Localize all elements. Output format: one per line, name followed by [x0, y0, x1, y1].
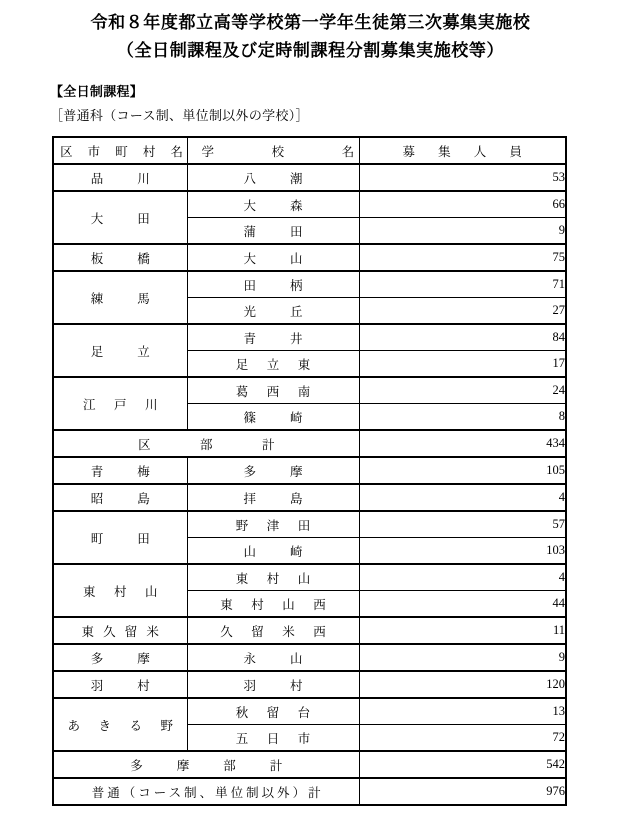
cell-school-name: 葛 西 南	[187, 377, 359, 404]
table-row	[53, 457, 566, 484]
cell-school-name: 足 立 東	[187, 351, 359, 378]
section-heading-zennichisei: 【全日制課程】	[50, 84, 144, 99]
cell-school-name: 八 潮	[187, 164, 359, 191]
cell-municipality: 品 川	[53, 164, 187, 191]
cell-school-name: 羽 村	[187, 671, 359, 698]
cell-municipality: 羽 村	[53, 671, 187, 698]
cell-municipality: 大 田	[53, 191, 187, 244]
cell-municipality: あ き る 野	[53, 698, 187, 751]
cell-recruitment-count: 57	[359, 511, 566, 538]
cell-recruitment-count: 27	[359, 298, 566, 325]
cell-recruitment-count: 24	[359, 377, 566, 404]
cell-municipality: 練 馬	[53, 271, 187, 324]
cell-school-name: 光 丘	[187, 298, 359, 325]
table-row	[53, 671, 566, 698]
cell-recruitment-count: 72	[359, 725, 566, 752]
table-row	[53, 511, 566, 538]
table-row	[53, 324, 566, 351]
cell-school-name: 秋 留 台	[187, 698, 359, 725]
cell-recruitment-count: 75	[359, 244, 566, 271]
cell-school-name: 東 村 山 西	[187, 591, 359, 618]
recruitment-table	[52, 136, 567, 806]
cell-municipality: 多 摩	[53, 644, 187, 671]
cell-recruitment-count: 66	[359, 191, 566, 218]
cell-recruitment-count: 11	[359, 617, 566, 644]
cell-recruitment-count: 13	[359, 698, 566, 725]
table-row	[53, 271, 566, 298]
column-header-school: 学 校 名	[187, 137, 359, 164]
cell-school-name: 久 留 米 西	[187, 617, 359, 644]
document-title	[0, 0, 621, 65]
cell-recruitment-count: 4	[359, 484, 566, 511]
cell-recruitment-count: 4	[359, 564, 566, 591]
cell-school-name: 大 森	[187, 191, 359, 218]
cell-municipality: 昭 島	[53, 484, 187, 511]
cell-school-name: 野 津 田	[187, 511, 359, 538]
cell-school-name: 青 井	[187, 324, 359, 351]
table-header-row	[53, 137, 566, 164]
table-container	[0, 136, 621, 806]
cell-municipality: 東 久 留 米	[53, 617, 187, 644]
grand-total-row-label: 普通（コース制、単位制以外）計	[53, 778, 359, 805]
cell-recruitment-count: 71	[359, 271, 566, 298]
ku-subtotal-row-label: 区 部 計	[53, 430, 359, 457]
cell-recruitment-count: 105	[359, 457, 566, 484]
grand-total-row	[53, 778, 566, 805]
table-caption: ［普通科（コース制、単位制以外の学校）］	[50, 108, 309, 123]
cell-school-name: 拝 島	[187, 484, 359, 511]
tama-subtotal-row-count: 542	[359, 751, 566, 778]
cell-municipality: 足 立	[53, 324, 187, 377]
cell-recruitment-count: 120	[359, 671, 566, 698]
table-row	[53, 617, 566, 644]
tama-subtotal-row	[53, 751, 566, 778]
cell-recruitment-count: 17	[359, 351, 566, 378]
ku-subtotal-row-count: 434	[359, 430, 566, 457]
cell-school-name: 大 山	[187, 244, 359, 271]
cell-school-name: 五 日 市	[187, 725, 359, 752]
cell-recruitment-count: 9	[359, 218, 566, 245]
cell-municipality: 東 村 山	[53, 564, 187, 617]
cell-recruitment-count: 103	[359, 538, 566, 565]
cell-recruitment-count: 44	[359, 591, 566, 618]
cell-school-name: 蒲 田	[187, 218, 359, 245]
table-row	[53, 244, 566, 271]
table-row	[53, 698, 566, 725]
table-row	[53, 564, 566, 591]
cell-school-name: 永 山	[187, 644, 359, 671]
ku-subtotal-row	[53, 430, 566, 457]
cell-recruitment-count: 8	[359, 404, 566, 431]
cell-school-name: 篠 崎	[187, 404, 359, 431]
grand-total-row-count: 976	[359, 778, 566, 805]
cell-municipality: 板 橋	[53, 244, 187, 271]
cell-school-name: 田 柄	[187, 271, 359, 298]
cell-school-name: 東 村 山	[187, 564, 359, 591]
cell-school-name: 多 摩	[187, 457, 359, 484]
table-row	[53, 191, 566, 218]
cell-recruitment-count: 84	[359, 324, 566, 351]
title-line-2: （全日制課程及び定時制課程分割募集実施校等）	[116, 41, 505, 60]
cell-municipality: 町 田	[53, 511, 187, 564]
cell-municipality: 江 戸 川	[53, 377, 187, 430]
table-row	[53, 377, 566, 404]
tama-subtotal-row-label: 多 摩 部 計	[53, 751, 359, 778]
column-header-count: 募 集 人 員	[359, 137, 566, 164]
column-header-city: 区 市 町 村 名	[53, 137, 187, 164]
table-row	[53, 164, 566, 191]
cell-municipality: 青 梅	[53, 457, 187, 484]
cell-school-name: 山 崎	[187, 538, 359, 565]
table-row	[53, 644, 566, 671]
cell-recruitment-count: 9	[359, 644, 566, 671]
table-row	[53, 484, 566, 511]
title-line-1: 令和８年度都立高等学校第一学年生徒第三次募集実施校	[90, 13, 531, 32]
cell-recruitment-count: 53	[359, 164, 566, 191]
section-headings	[0, 81, 621, 127]
